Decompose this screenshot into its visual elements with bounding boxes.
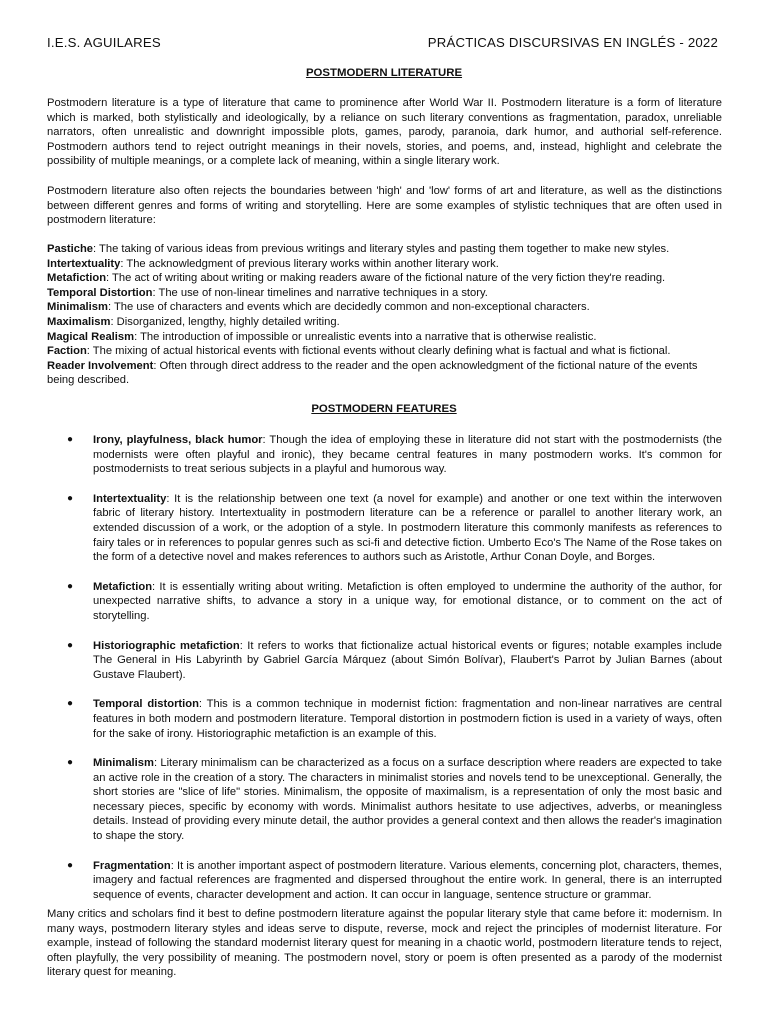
feature-term: Historiographic metafiction xyxy=(93,639,240,652)
features-list xyxy=(0,433,768,902)
feature-description: : Though the idea of employing these in literature did not start with the postmodernists (the modernists were often playful and ironic), they became central features in many postmodern works. It's common for postmodernists to treat serious subjects in a playful and humorous way. xyxy=(93,434,722,476)
list-item xyxy=(0,697,768,741)
list-item xyxy=(0,580,768,624)
definition-text: : Disorganized, lengthy, highly detailed writing. xyxy=(110,315,340,328)
definition-text: : The use of characters and events which are decidedly common and non-exceptional characters. xyxy=(107,301,590,314)
feature-text xyxy=(93,859,722,903)
feature-description: : Literary minimalism can be characterized as a focus on a surface description where readers are expected to take an active role in the creation of a story. The characters in minimalist stories and novels tend to be unexceptional. Generally, the short stories are "slice of life" stories. Minimalism, the opposite of maximalism, is a representation of only the most basic and necessary pieces, specific by economy with words. Minimalist authors hesitate to use adjectives, adverbs, or meaningless details. Instead of providing every minute detail, the author provides a general context and then allows the reader's imagination to shape the story. xyxy=(93,757,722,843)
list-item xyxy=(0,859,768,903)
feature-description: : It is another important aspect of postmodern literature. Various elements, concerning plot, characters, themes, imagery and factual references are fragmented and dispersed throughout the entire work. In general, there is an interrupted sequence of events, character development and action. It can occur in language, sentence structure or grammar. xyxy=(93,859,722,901)
bullet-icon: ● xyxy=(67,492,74,504)
definition-term: Magical Realism xyxy=(47,330,135,343)
feature-text xyxy=(93,433,722,477)
definition-item xyxy=(47,257,722,272)
closing-paragraph: Many critics and scholars find it best to define postmodern literature against the popular literary style that came before it: modernism. In many ways, postmodern literary styles and ideas serve to dispute, reverse, mock and reject the principles of modernist literature. For example, instead of following the standard modernist literary quest for meaning in a chaotic world, postmodern literature tends to reject, often playfully, the very possibility of meaning. The postmodern novel, story or poem is often presented as a parody of the modernist literary quest for meaning. xyxy=(47,908,722,979)
intro-paragraph-1: Postmodern literature is a type of literature that came to prominence after World War II. Postmodern literature is a form of literature which is marked, both stylistically and ideologically, by a reliance on such literary conventions as fragmentation, paradox, unreliable narrators, often unrealistic and downright impossible plots, games, parody, paranoia, dark humor, and authorial self-reference. Postmodern authors tend to reject outright meanings in their novels, stories, and poems, and, instead, highlight and celebrate the possibility of multiple meanings, or a complete lack of meaning, within a single literary work. xyxy=(47,97,722,168)
definition-text: : The act of writing about writing or making readers aware of the fictional nature of the very fiction they're reading. xyxy=(106,272,666,285)
feature-text xyxy=(93,639,722,683)
definition-item xyxy=(47,359,722,388)
feature-term: Fragmentation xyxy=(93,859,171,872)
features-title: POSTMODERN FEATURES xyxy=(311,403,457,415)
feature-term: Metafiction xyxy=(93,580,153,593)
list-item xyxy=(0,433,768,477)
page-title: POSTMODERN LITERATURE xyxy=(305,67,463,79)
feature-text xyxy=(93,580,722,624)
definition-item xyxy=(47,344,722,359)
definition-item xyxy=(47,330,722,345)
definition-term: Minimalism xyxy=(47,301,108,314)
definition-text: : The acknowledgment of previous literary works within another literary work. xyxy=(120,257,499,270)
definition-term: Temporal Distortion xyxy=(47,286,153,299)
feature-description: : It refers to works that fictionalize actual historical events or figures; notable examples include The General in His Labyrinth by Gabriel García Márquez (about Simón Bolívar), Flaubert's Parrot by Julian Barnes (about Gustave Flaubert). xyxy=(93,639,722,681)
feature-description: : It is essentially writing about writing. Metafiction is often employed to undermine the authority of the author, for unexpected narrative shifts, to advance a story in a unique way, for emotional distance, or to comment on the act of storytelling. xyxy=(93,580,722,622)
definition-item xyxy=(47,286,722,301)
bullet-icon: ● xyxy=(67,639,74,651)
definition-text: : The mixing of actual historical events with fictional events without clearly defining what is factual and what is fictional. xyxy=(86,345,671,358)
definition-item xyxy=(47,271,722,286)
definition-item xyxy=(47,242,722,257)
feature-term: Intertextuality xyxy=(93,492,167,505)
bullet-icon: ● xyxy=(67,698,74,710)
feature-term: Temporal distortion xyxy=(93,698,199,711)
bullet-icon: ● xyxy=(67,580,74,592)
definition-term: Intertextuality xyxy=(47,257,121,270)
feature-term: Irony, playfulness, black humor xyxy=(93,434,263,446)
definition-text: : Often through direct address to the reader and the open acknowledgment of the fictional nature of the events being described. xyxy=(47,359,698,387)
bullet-icon: ● xyxy=(67,434,74,445)
list-item xyxy=(0,639,768,683)
definition-term: Metafiction xyxy=(47,272,107,285)
feature-text xyxy=(93,492,722,565)
feature-description: : This is a common technique in modernist fiction: fragmentation and non-linear narratives are central features in both modern and postmodern literature. Temporal distortion in postmodern fiction is used in a variety of ways, often for the sake of irony. Historiographic metafiction is an example of this. xyxy=(93,698,722,740)
header-school: I.E.S. AGUILARES xyxy=(47,35,161,50)
list-item xyxy=(0,492,768,565)
definition-term: Maximalism xyxy=(47,315,111,328)
feature-text xyxy=(93,756,722,844)
definition-text: : The introduction of impossible or unrealistic events into a narrative that is otherwise realistic. xyxy=(134,330,597,343)
definition-item xyxy=(47,315,722,330)
bullet-icon: ● xyxy=(67,859,74,871)
definitions-list xyxy=(47,242,722,388)
definition-term: Reader Involvement xyxy=(47,359,154,372)
definition-item xyxy=(47,300,722,315)
definition-text: : The taking of various ideas from previous writings and literary styles and pasting them together to make new styles. xyxy=(93,243,670,255)
intro-paragraph-2: Postmodern literature also often rejects the boundaries between 'high' and 'low' forms of art and literature, as well as the distinctions between different genres and forms of writing and storytelling. Here are some examples of stylistic techniques that are often used in postmodern literature: xyxy=(47,185,722,227)
feature-description: : It is the relationship between one text (a novel for example) and another or one text within the interwoven fabric of literary history. Intertextuality in postmodern literature can be a reference or parallel to another literary work, an extended discussion of a work, or the adoption of a style. In postmodern literature this commonly manifests as references to fairy tales or in references to popular genres such as sci-fi and detective fiction. Umberto Eco's The Name of the Rose takes on the form of a detective novel and makes references to authors such as Aristotle, Arthur Conan Doyle, and Borges. xyxy=(93,492,722,564)
feature-term: Minimalism xyxy=(93,757,154,770)
header-course: PRÁCTICAS DISCURSIVAS EN INGLÉS - 2022 xyxy=(427,35,718,50)
list-item xyxy=(0,756,768,844)
definition-term: Pastiche xyxy=(47,243,94,255)
definition-term: Faction xyxy=(47,345,87,358)
definition-text: : The use of non-linear timelines and narrative techniques in a story. xyxy=(152,286,488,299)
feature-text xyxy=(93,697,722,741)
bullet-icon: ● xyxy=(67,757,74,769)
